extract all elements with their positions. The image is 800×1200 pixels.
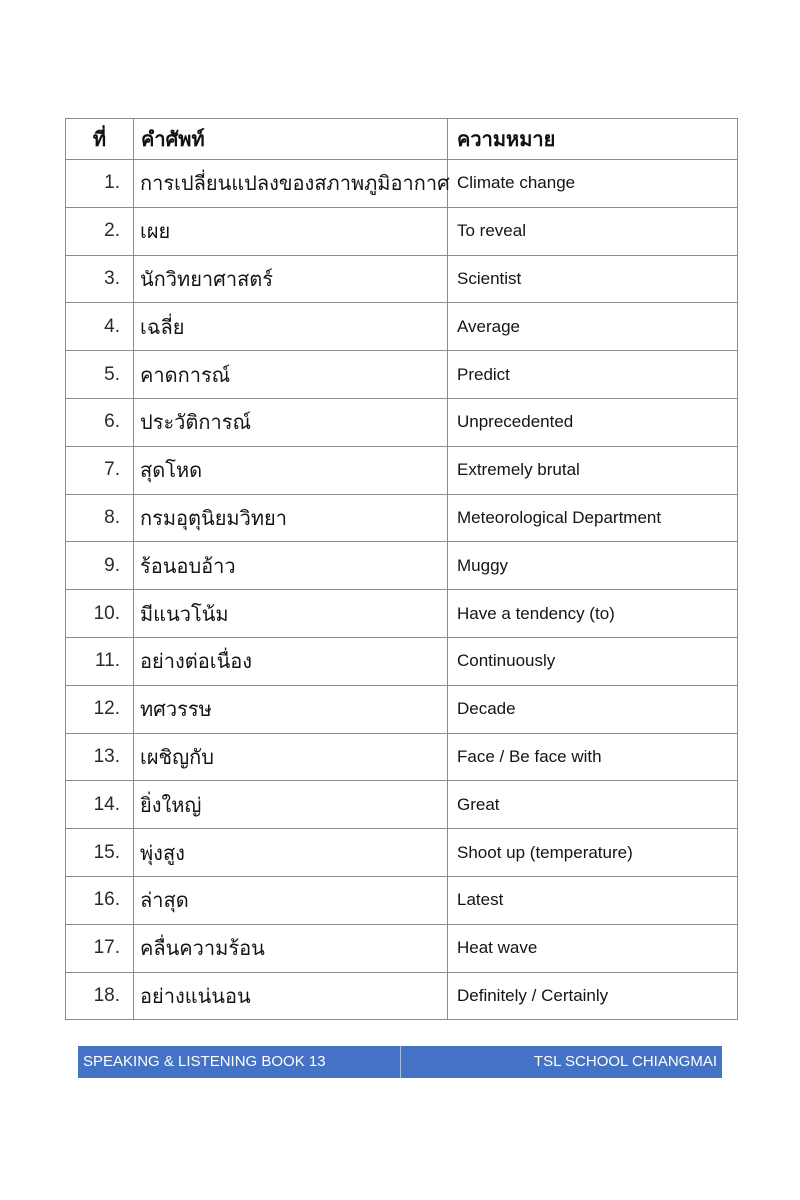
thai-word: เผย [134, 207, 448, 255]
table-row [66, 398, 738, 446]
english-meaning: Face / Be face with [448, 733, 738, 781]
table-row [66, 637, 738, 685]
english-meaning: Climate change [448, 160, 738, 208]
thai-word: เฉลี่ย [134, 303, 448, 351]
table-row [66, 351, 738, 399]
table-row [66, 590, 738, 638]
thai-word: การเปลี่ยนแปลงของสภาพภูมิอากาศ [134, 160, 448, 208]
thai-word: มีแนวโน้ม [134, 590, 448, 638]
thai-word: กรมอุตุนิยมวิทยา [134, 494, 448, 542]
row-number: 9. [66, 542, 134, 590]
thai-word: คาดการณ์ [134, 351, 448, 399]
thai-word: อย่างแน่นอน [134, 972, 448, 1020]
table-row [66, 685, 738, 733]
footer-book-title: SPEAKING & LISTENING BOOK 13 [83, 1053, 326, 1070]
thai-word: อย่างต่อเนื่อง [134, 637, 448, 685]
row-number: 7. [66, 446, 134, 494]
english-meaning: Decade [448, 685, 738, 733]
vocab-table [65, 118, 738, 1020]
header-vocab: คำศัพท์ [134, 119, 448, 160]
english-meaning: Muggy [448, 542, 738, 590]
english-meaning: To reveal [448, 207, 738, 255]
table-row [66, 160, 738, 208]
table-row [66, 303, 738, 351]
thai-word: ประวัติการณ์ [134, 398, 448, 446]
table-row [66, 829, 738, 877]
row-number: 5. [66, 351, 134, 399]
thai-word: พุ่งสูง [134, 829, 448, 877]
table-row [66, 446, 738, 494]
thai-word: คลื่นความร้อน [134, 924, 448, 972]
table-header-row [66, 119, 738, 160]
row-number: 14. [66, 781, 134, 829]
row-number: 17. [66, 924, 134, 972]
thai-word: สุดโหด [134, 446, 448, 494]
table-row [66, 781, 738, 829]
table-row [66, 924, 738, 972]
row-number: 10. [66, 590, 134, 638]
footer-school-name: TSL SCHOOL CHIANGMAI [400, 1046, 723, 1078]
table-row [66, 876, 738, 924]
thai-word: ล่าสุด [134, 876, 448, 924]
row-number: 8. [66, 494, 134, 542]
english-meaning: Great [448, 781, 738, 829]
header-number: ที่ [66, 119, 134, 160]
row-number: 6. [66, 398, 134, 446]
row-number: 4. [66, 303, 134, 351]
english-meaning: Meteorological Department [448, 494, 738, 542]
row-number: 12. [66, 685, 134, 733]
table-row [66, 207, 738, 255]
row-number: 15. [66, 829, 134, 877]
header-meaning: ความหมาย [448, 119, 738, 160]
english-meaning: Latest [448, 876, 738, 924]
thai-word: ทศวรรษ [134, 685, 448, 733]
english-meaning: Continuously [448, 637, 738, 685]
english-meaning: Heat wave [448, 924, 738, 972]
english-meaning: Scientist [448, 255, 738, 303]
english-meaning: Average [448, 303, 738, 351]
table-row [66, 255, 738, 303]
row-number: 1. [66, 160, 134, 208]
table-row [66, 733, 738, 781]
row-number: 3. [66, 255, 134, 303]
footer-bar [78, 1046, 722, 1078]
table-row [66, 972, 738, 1020]
table-row [66, 542, 738, 590]
thai-word: นักวิทยาศาสตร์ [134, 255, 448, 303]
english-meaning: Shoot up (temperature) [448, 829, 738, 877]
thai-word: ร้อนอบอ้าว [134, 542, 448, 590]
english-meaning: Definitely / Certainly [448, 972, 738, 1020]
english-meaning: Unprecedented [448, 398, 738, 446]
row-number: 18. [66, 972, 134, 1020]
english-meaning: Predict [448, 351, 738, 399]
english-meaning: Have a tendency (to) [448, 590, 738, 638]
row-number: 11. [66, 637, 134, 685]
thai-word: เผชิญกับ [134, 733, 448, 781]
row-number: 16. [66, 876, 134, 924]
thai-word: ยิ่งใหญ่ [134, 781, 448, 829]
row-number: 2. [66, 207, 134, 255]
english-meaning: Extremely brutal [448, 446, 738, 494]
row-number: 13. [66, 733, 134, 781]
vocab-table-body [66, 160, 738, 1020]
table-row [66, 494, 738, 542]
